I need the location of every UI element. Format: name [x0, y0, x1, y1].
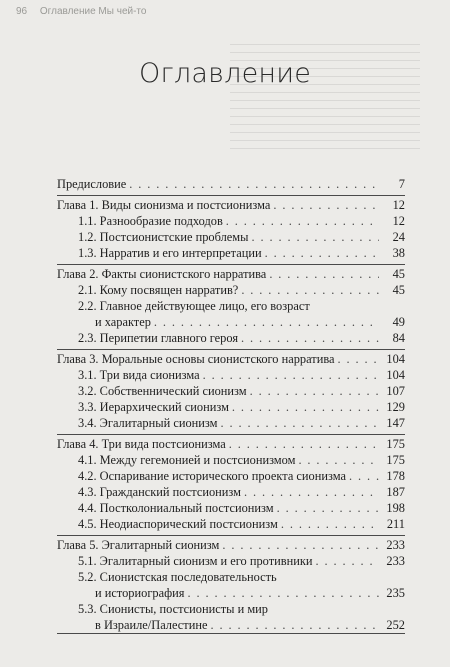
toc-entry-label-continued: и историография: [95, 586, 185, 600]
toc-entry-label: Предисловие: [57, 177, 127, 191]
dot-leader: [298, 452, 379, 468]
toc-section-row: [57, 399, 405, 415]
toc-entry-label: 4.1. Между гегемонией и постсионизмом: [78, 453, 296, 467]
dot-leader: [251, 229, 379, 245]
toc-entry-label: 4.4. Постколониальный постсионизм: [78, 501, 274, 515]
toc-entry-label: 2.2. Главное действующее лицо, его возраст: [78, 299, 310, 313]
toc-section-row: [57, 601, 405, 633]
toc-page-number: 24: [392, 230, 405, 244]
dot-leader: [316, 553, 379, 569]
toc-page-number: 235: [386, 586, 405, 600]
toc-entry-label: 5.2. Сионистская последовательность: [78, 570, 277, 584]
toc-page-number: 12: [392, 214, 405, 228]
toc-section-row: [57, 229, 405, 245]
dot-leader: [250, 383, 379, 399]
toc-section-row: [57, 500, 405, 516]
toc-page-number: 38: [392, 246, 405, 260]
toc-chapter-row: [57, 349, 405, 367]
dot-leader: [203, 367, 379, 383]
dot-leader: [244, 484, 379, 500]
dot-leader: [281, 516, 379, 532]
dot-leader: [349, 468, 379, 484]
toc-page-number: 175: [386, 437, 405, 451]
toc-page-number: 147: [386, 416, 405, 430]
toc-page-number: 104: [386, 368, 405, 382]
toc-section-row: [57, 553, 405, 569]
toc-section-row: [57, 282, 405, 298]
toc-page-number: 211: [386, 517, 405, 531]
table-of-contents: [57, 176, 405, 634]
toc-entry-label: 1.2. Постсионистские проблемы: [78, 230, 249, 244]
toc-entry-label: 3.2. Собственнический сионизм: [78, 384, 247, 398]
toc-entry-label: Глава 5. Эгалитарный сионизм: [57, 538, 220, 552]
toc-entry-label: 3.4. Эгалитарный сионизм: [78, 416, 218, 430]
toc-page-number: 84: [392, 331, 405, 345]
toc-entry-label: Глава 4. Три вида постсионизма: [57, 437, 226, 451]
dot-leader: [241, 330, 379, 346]
toc-entry-label: 2.1. Кому посвящен нарратив?: [78, 283, 239, 297]
toc-section-row: [57, 452, 405, 468]
header-running-title: Оглавление Мы чей-то: [39, 6, 147, 17]
toc-entry-label: 5.3. Сионисты, постсионисты и мир: [78, 602, 268, 616]
dot-leader: [220, 415, 379, 431]
dot-leader: [241, 282, 379, 298]
running-header: [16, 6, 146, 17]
toc-section-row: [57, 569, 405, 601]
toc-entry-label: Глава 3. Моральные основы сионистского нарратива: [57, 352, 335, 366]
toc-entry-label: 5.1. Эгалитарный сионизм и его противники: [78, 554, 313, 568]
toc-page-number: 129: [386, 400, 405, 414]
toc-chapter-row: [57, 195, 405, 213]
toc-page-number: 175: [386, 453, 405, 467]
toc-section-row: [57, 298, 405, 330]
toc-page-number: 107: [386, 384, 405, 398]
dot-leader: [210, 617, 379, 633]
dot-leader: [338, 351, 379, 367]
dot-leader: [277, 500, 379, 516]
toc-page-number: 187: [386, 485, 405, 499]
dot-leader: [154, 314, 379, 330]
toc-section-row: [57, 367, 405, 383]
page-title: Оглавление: [138, 58, 312, 89]
toc-section-row: [57, 245, 405, 261]
toc-page-number: 45: [392, 267, 405, 281]
toc-entry-label: Глава 2. Факты сионистского нарратива: [57, 267, 267, 281]
dot-leader: [226, 213, 379, 229]
toc-page-number: 7: [398, 177, 405, 191]
dot-leader: [187, 585, 379, 601]
toc-section-row: [57, 468, 405, 484]
toc-section-row: [57, 415, 405, 431]
toc-entry-label: 1.1. Разнообразие подходов: [78, 214, 223, 228]
toc-entry-label: 3.1. Три вида сионизма: [78, 368, 200, 382]
dot-leader: [269, 266, 379, 282]
toc-page-number: 49: [392, 315, 405, 329]
toc-chapter-row: [57, 434, 405, 452]
toc-page-number: 104: [386, 352, 405, 366]
toc-entry-label: 3.3. Иерархический сионизм: [78, 400, 229, 414]
dot-leader: [129, 176, 379, 192]
toc-bottom-rule: [57, 633, 405, 634]
toc-entry-label: 4.2. Оспаривание исторического проекта сионизма: [78, 469, 346, 483]
dot-leader: [273, 197, 379, 213]
toc-entry-label: Глава 1. Виды сионизма и постсионизма: [57, 198, 271, 212]
toc-entry-label: 4.3. Гражданский постсионизм: [78, 485, 241, 499]
toc-preface-row: [57, 176, 405, 192]
dot-leader: [222, 537, 379, 553]
toc-section-row: [57, 213, 405, 229]
dot-leader: [229, 436, 379, 452]
toc-page-number: 233: [386, 554, 405, 568]
toc-page-number: 12: [392, 198, 405, 212]
toc-entry-label-continued: в Израиле/Палестине: [95, 618, 208, 632]
header-page-number: 96: [16, 6, 28, 17]
toc-entry-label: 4.5. Неодиаспорический постсионизм: [78, 517, 278, 531]
toc-page-number: 45: [392, 283, 405, 297]
toc-page-number: 233: [386, 538, 405, 552]
dot-leader: [265, 245, 379, 261]
toc-entry-label: 1.3. Нарратив и его интерпретации: [78, 246, 262, 260]
toc-section-row: [57, 484, 405, 500]
toc-page-number: 178: [386, 469, 405, 483]
toc-section-row: [57, 516, 405, 532]
dot-leader: [232, 399, 379, 415]
toc-page-number: 252: [386, 618, 405, 632]
toc-entry-label-continued: и характер: [95, 315, 151, 329]
toc-section-row: [57, 383, 405, 399]
toc-entry-label: 2.3. Перипетии главного героя: [78, 331, 239, 345]
toc-chapter-row: [57, 264, 405, 282]
toc-section-row: [57, 330, 405, 346]
toc-page-number: 198: [386, 501, 405, 515]
toc-chapter-row: [57, 535, 405, 553]
